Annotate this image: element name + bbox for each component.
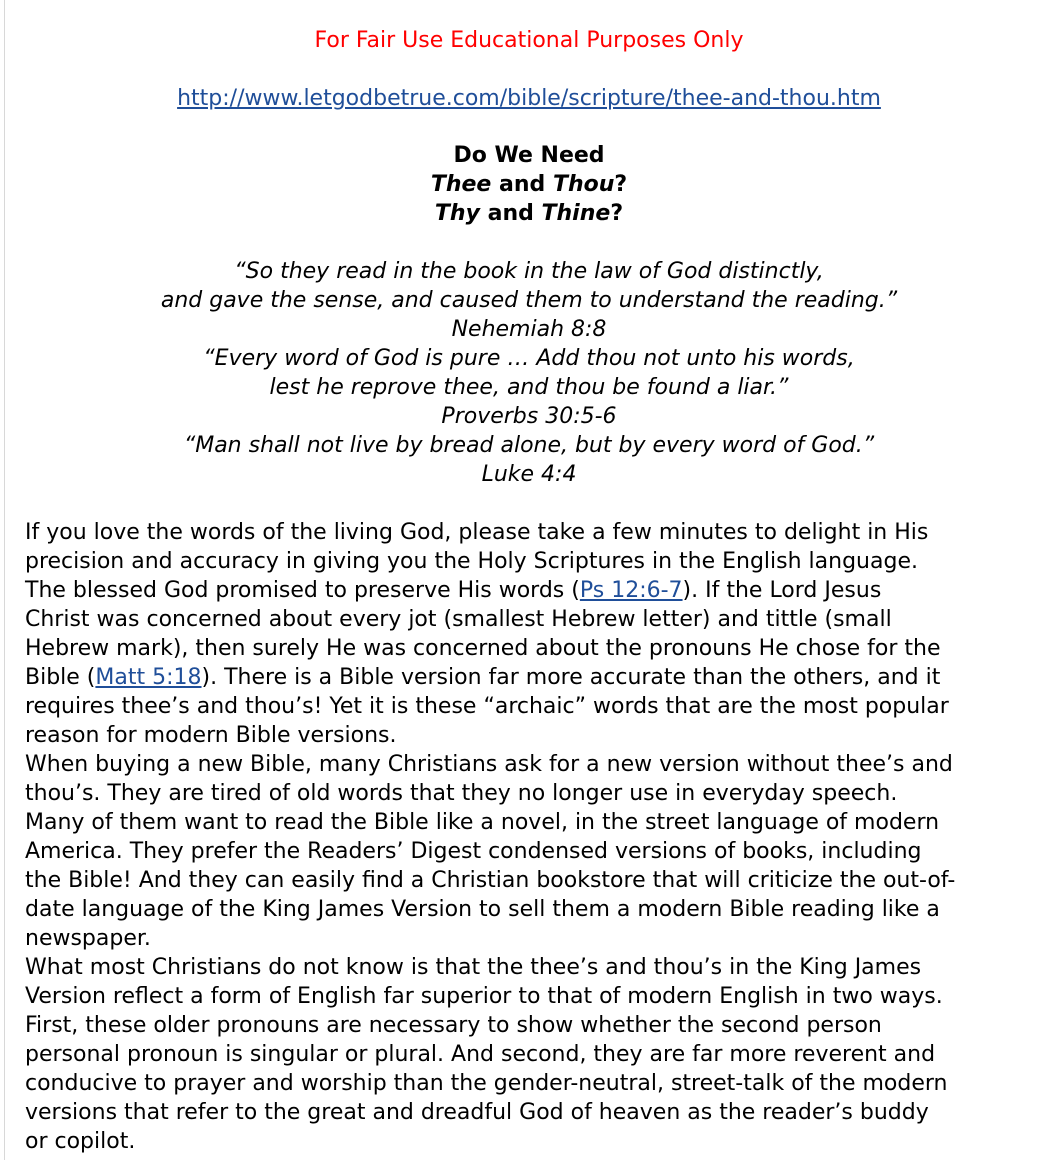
paragraph-line: Version reflect a form of English far superior to that of modern English in two ways. [25, 984, 943, 1009]
title-word-thou: Thou [552, 172, 615, 197]
scripture-quotes [0, 257, 1044, 489]
paragraph-3 [25, 953, 1037, 1156]
paragraph-line: conducive to prayer and worship than the gender-neutral, street-talk of the modern [25, 1071, 948, 1096]
title-line-1: Do We Need [453, 143, 605, 168]
paragraph-line: date language of the King James Version to sell them a modern Bible reading like a [25, 897, 940, 922]
paragraph-line: If you love the words of the living God, please take a few minutes to delight in His [25, 520, 929, 545]
paragraph-line: the Bible! And they can easily find a Christian bookstore that will criticize the out-of- [25, 868, 956, 893]
text-run: The blessed God promised to preserve His words ( [25, 578, 580, 603]
article-body [25, 518, 1037, 1156]
title-line-2 [0, 170, 1044, 199]
paragraph-line: When buying a new Bible, many Christians ask for a new version without thee’s and [25, 752, 953, 777]
text-run: ). If the Lord Jesus [682, 578, 882, 603]
title-word-thy: Thy [434, 201, 480, 226]
quote-line: lest he reprove thee, and thou be found a liar.” [269, 375, 789, 400]
quote-line: “So they read in the book in the law of God distinctly, [234, 259, 824, 284]
quote-reference: Luke 4:4 [481, 462, 577, 487]
paragraph-line: versions that refer to the great and dreadful God of heaven as the reader’s buddy [25, 1100, 929, 1125]
paragraph-line: requires thee’s and thou’s! Yet it is these “archaic” words that are the most popular [25, 694, 949, 719]
title-word-thine: Thine [541, 201, 611, 226]
paragraph-2 [25, 750, 1037, 953]
fair-use-notice: For Fair Use Educational Purposes Only [314, 28, 744, 53]
title-and-2: and [479, 201, 542, 226]
quote-line: and gave the sense, and caused them to understand the reading.” [160, 288, 898, 313]
quote-line: “Every word of God is pure … Add thou not unto his words, [203, 346, 855, 371]
text-run: Bible ( [25, 665, 96, 690]
paragraph-line [25, 576, 1037, 605]
paragraph-line: America. They prefer the Readers’ Digest condensed versions of books, including [25, 839, 922, 864]
paragraph-line: or copilot. [25, 1129, 136, 1154]
title-qmark-2: ? [610, 201, 624, 226]
paragraph-line [25, 663, 1037, 692]
paragraph-line: Christ was concerned about every jot (smallest Hebrew letter) and tittle (small [25, 607, 892, 632]
link-matt-5-18[interactable]: Matt 5:18 [95, 665, 202, 690]
paragraph-line: First, these older pronouns are necessary to show whether the second person [25, 1013, 882, 1038]
text-run: ). There is a Bible version far more accurate than the others, and it [201, 665, 941, 690]
paragraph-line: thou’s. They are tired of old words that they no longer use in everyday speech. [25, 781, 898, 806]
quote-reference: Nehemiah 8:8 [451, 317, 607, 342]
quote-reference: Proverbs 30:5-6 [441, 404, 617, 429]
quote-line: “Man shall not live by bread alone, but by every word of God.” [183, 433, 875, 458]
article-title [0, 141, 1044, 228]
title-qmark-1: ? [614, 172, 628, 197]
paragraph-line: Many of them want to read the Bible like a novel, in the street language of modern [25, 810, 940, 835]
paragraph-1 [25, 518, 1037, 750]
paragraph-line: precision and accuracy in giving you the Holy Scriptures in the English language. [25, 549, 918, 574]
link-ps-12-6-7[interactable]: Ps 12:6-7 [579, 578, 683, 603]
title-word-thee: Thee [430, 172, 492, 197]
source-url-line [0, 84, 1044, 113]
title-line-3 [0, 199, 1044, 228]
paragraph-line: What most Christians do not know is that the thee’s and thou’s in the King James [25, 955, 922, 980]
source-url-link[interactable]: http://www.letgodbetrue.com/bible/scripture/thee-and-thou.htm [177, 86, 881, 111]
paragraph-line: personal pronoun is singular or plural. And second, they are far more reverent and [25, 1042, 936, 1067]
paragraph-line: newspaper. [25, 926, 151, 951]
paragraph-line: Hebrew mark), then surely He was concerned about the pronouns He chose for the [25, 636, 941, 661]
title-and-1: and [491, 172, 553, 197]
paragraph-line: reason for modern Bible versions. [25, 723, 397, 748]
